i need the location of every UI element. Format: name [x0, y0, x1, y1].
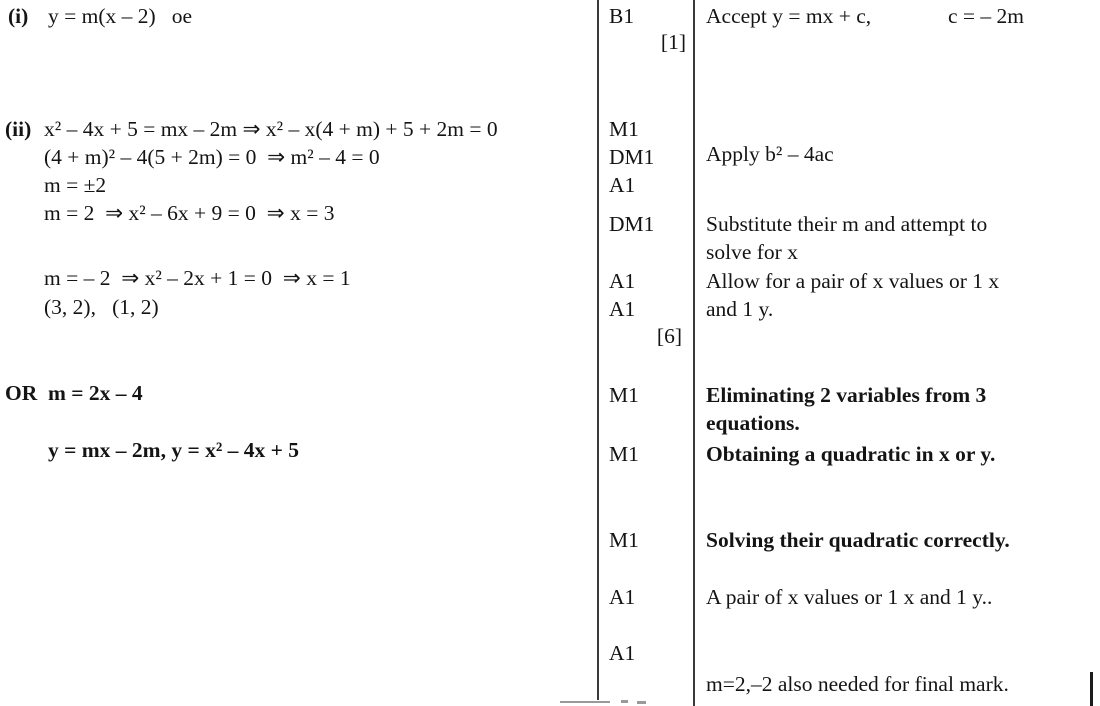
- comment-allow-line-2: and 1 y.: [706, 297, 774, 321]
- or-mark-2: M1: [609, 442, 639, 466]
- part-ii-working-line-3: m = ±2: [44, 173, 107, 197]
- part-i-total-marks: [1]: [660, 30, 686, 54]
- part-ii-working-line-6: (3, 2), (1, 2): [44, 295, 159, 319]
- part-i-comment-accept: Accept y = mx + c,: [706, 4, 872, 28]
- comment-substitute-line-2: solve for x: [706, 240, 798, 264]
- or-working-line-2: y = mx – 2m, y = x² – 4x + 5: [48, 438, 300, 462]
- comment-eliminating-line-2: equations.: [706, 411, 800, 435]
- scan-artifact-right-tick: [1090, 672, 1093, 706]
- part-ii-working-line-1: x² – 4x + 5 = mx – 2m ⇒ x² – x(4 + m) + 5 + 2m = 0: [44, 117, 498, 141]
- column-divider-working-marks: [597, 0, 599, 700]
- or-mark-1: M1: [609, 383, 639, 407]
- scan-artifact-cut-text-2: [637, 701, 646, 704]
- part-ii-mark-2: DM1: [609, 145, 655, 169]
- part-ii-mark-1: M1: [609, 117, 639, 141]
- or-mark-4: A1: [609, 585, 636, 609]
- comment-obtaining-quadratic: Obtaining a quadratic in x or y.: [706, 442, 996, 466]
- part-i-comment-c-value: c = – 2m: [948, 4, 1025, 28]
- comment-solving-quadratic: Solving their quadratic correctly.: [706, 528, 1010, 552]
- comment-eliminating-line-1: Eliminating 2 variables from 3: [706, 383, 987, 407]
- or-working-line-1: m = 2x – 4: [48, 381, 143, 405]
- part-i-working: y = m(x – 2) oe: [48, 4, 193, 28]
- part-ii-working-line-4: m = 2 ⇒ x² – 6x + 9 = 0 ⇒ x = 3: [44, 201, 335, 225]
- part-ii-total-marks: [6]: [656, 324, 682, 348]
- part-ii-mark-6: A1: [609, 297, 636, 321]
- comment-apply-discriminant: Apply b² – 4ac: [706, 142, 834, 166]
- part-i-mark-b1: B1: [609, 4, 635, 28]
- comment-allow-line-1: Allow for a pair of x values or 1 x: [706, 269, 1000, 293]
- part-ii-mark-3: A1: [609, 173, 636, 197]
- comment-pair-of-values: A pair of x values or 1 x and 1 y..: [706, 585, 993, 609]
- part-ii-mark-4: DM1: [609, 212, 655, 236]
- column-divider-marks-comments: [693, 0, 695, 706]
- comment-final-mark: m=2,–2 also needed for final mark.: [706, 672, 1009, 696]
- or-mark-5: A1: [609, 641, 636, 665]
- scan-artifact-cut-text-1: [621, 700, 628, 703]
- part-ii-mark-5: A1: [609, 269, 636, 293]
- or-mark-3: M1: [609, 528, 639, 552]
- scan-artifact-horizontal-line: [560, 701, 610, 703]
- comment-substitute-line-1: Substitute their m and attempt to: [706, 212, 988, 236]
- part-ii-working-line-2: (4 + m)² – 4(5 + 2m) = 0 ⇒ m² – 4 = 0: [44, 145, 380, 169]
- part-ii-working-line-5: m = – 2 ⇒ x² – 2x + 1 = 0 ⇒ x = 1: [44, 266, 351, 290]
- or-label: OR: [5, 381, 38, 405]
- part-i-label: (i): [8, 4, 29, 28]
- part-ii-label: (ii): [5, 117, 32, 141]
